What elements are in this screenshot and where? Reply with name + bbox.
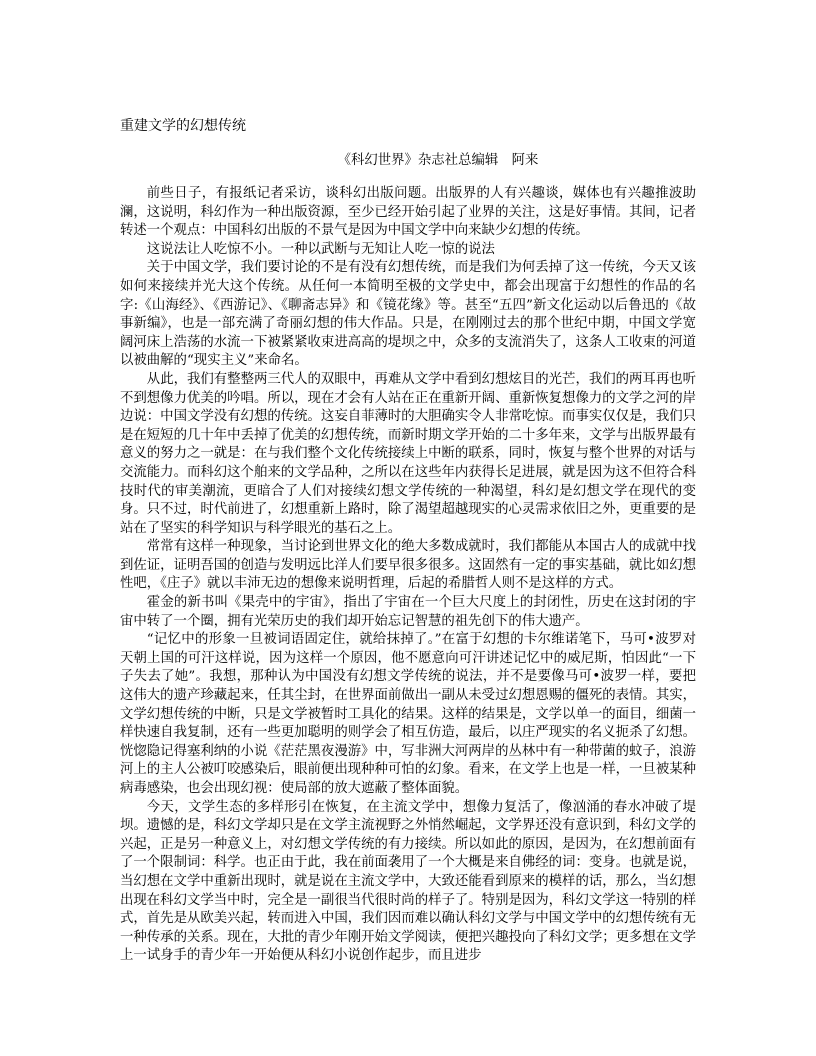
paragraph: 这说法让人吃惊不小。一种以武断与无知让人吃一惊的说法	[146, 241, 495, 257]
document-title: 重建文学的幻想传统	[120, 118, 246, 134]
paragraph: 霍金的新书叫《果壳中的宇宙》，指出了宇宙在一个巨大尺度上的封闭性，历史在这封闭的宇宙中转了一个圈，拥有光荣历史的我们却开始忘记智慧的祖先创下的伟大遗产。	[120, 595, 696, 629]
paragraph: 从此，我们有整整两三代人的双眼中，再难从文学中看到幻想炫目的光芒，我们的两耳再也听不到想像力优美的吟唱。所以，现在才会有人站在正在重新开阔、重新恢复想像力的文学之河的岸边说：中国文学没有幻想的传统。这妄自菲薄时的大胆确实令人非常吃惊。而事实仅仅是，我们只是在短短的几十年中丢掉了优美的幻想传统，而新时期文学开始的二十多年来，文学与出版界最有意义的努力之一就是：在与我们整个文化传统接续上中断的联系，同时，恢复与整个世界的对话与交流能力。而科幻这个舶来的文学品种，之所以在这些年内获得长足进展，就是因为这不但符合科技时代的审美潮流，更暗合了人们对接续幻想文学传统的一种渴望，科幻是幻想文学在现代的变身。只不过，时代前进了，幻想重新上路时，除了渴望超越现实的心灵需求依旧之外，更重要的是站在了坚实的科学知识与科学眼光的基石之上。	[120, 371, 696, 536]
author-byline: 《科幻世界》杂志社总编辑 阿来	[337, 153, 539, 168]
paragraph: 常常有这样一种现象，当讨论到世界文化的绝大多数成就时，我们都能从本国古人的成就中找到佐证，证明吾国的创造与发明远比洋人们要早很多很多。这固然有一定的事实基础，就比如幻想性吧，《庄子》就以丰沛无边的想像来说明哲理，后起的希腊哲人则不是这样的方式。	[120, 539, 696, 592]
paragraph: 今天，文学生态的多样形引在恢复，在主流文学中，想像力复活了，像汹涌的春水冲破了堤坝。遗憾的是，科幻文学却只是在文学主流视野之外悄然崛起，文学界还没有意识到，科幻文学的兴起，正是另一种意义上，对幻想文学传统的有力接续。所以如此的原因，是因为，在幻想前面有了一个限制词：科学。也正由于此，我在前面袭用了一个大概是来自佛经的词：变身。也就是说，当幻想在文学中重新出现时，就是说在主流文学中，大致还能看到原来的模样的话，那么，当幻想出现在科幻文学当中时，完全是一副很当代很时尚的样子了。特别是因为，科幻文学这一特别的样式，首先是从欧美兴起，转而进入中国，我们因而难以确认科幻文学与中国文学中的幻想传统有无一种传承的关系。现在，大批的青少年刚开始文学阅读，便把兴趣投向了科幻文学；更多想在文学上一试身手的青少年一开始便从科幻小说创作起步，而且进步	[120, 799, 696, 964]
paragraph: 前些日子，有报纸记者采访，谈科幻出版问题。出版界的人有兴趣谈，媒体也有兴趣推波助澜，这说明，科幻作为一种出版资源，至少已经开始引起了业界的关注，这是好事情。其间，记者转述一个观点：中国科幻出版的不景气是因为中国文学中向来缺少幻想的传统。	[120, 186, 696, 239]
paragraph: “记忆中的形象一旦被词语固定住，就给抹掉了。”在富于幻想的卡尔维诺笔下，马可•波罗对天朝上国的可汗这样说，因为这样一个原因，他不愿意向可汗讲述记忆中的威尼斯，怕因此“一下子失去了她”。我想，那种认为中国没有幻想文学传统的说法，并不是要像马可•波罗一样，要把这伟大的遗产珍藏起来，任其尘封，在世界面前做出一副从未受过幻想恩赐的僵死的表情。其实，文学幻想传统的中断，只是文学被暂时工具化的结果。这样的结果是，文学以单一的面目，细菌一样快速自我复制，还有一些更加聪明的则学会了相互仿造，最后，以庄严现实的名义扼杀了幻想。恍惚隐记得塞利纳的小说《茫茫黑夜漫游》中，写非洲大河两岸的丛林中有一种带菌的蚊子，浪游河上的主人公被叮咬感染后，眼前便出现种种可怕的幻象。看来，在文学上也是一样，一旦被某种病毒感染，也会出现幻视：使局部的放大遮蔽了整体面貌。	[120, 632, 696, 796]
article-body	[120, 185, 696, 966]
paragraph: 关于中国文学，我们要讨论的不是有没有幻想传统，而是我们为何丢掉了这一传统，今天又该如何来接续并光大这个传统。从任何一本简明至极的文学史中，都会出现富于幻想性的作品的名字:《山海经》、《西游记》、《聊斋志异》和《镜花缘》等。甚至“五四”新文化运动以后鲁迅的《故事新编》，也是一部充满了奇丽幻想的伟大作品。只是，在刚刚过去的那个世纪中期，中国文学宽阔河床上浩荡的水流一下被紧紧收束进高高的堤坝之中，众多的支流消失了，这条人工收束的河道以被曲解的“现实主义”来命名。	[120, 260, 696, 369]
